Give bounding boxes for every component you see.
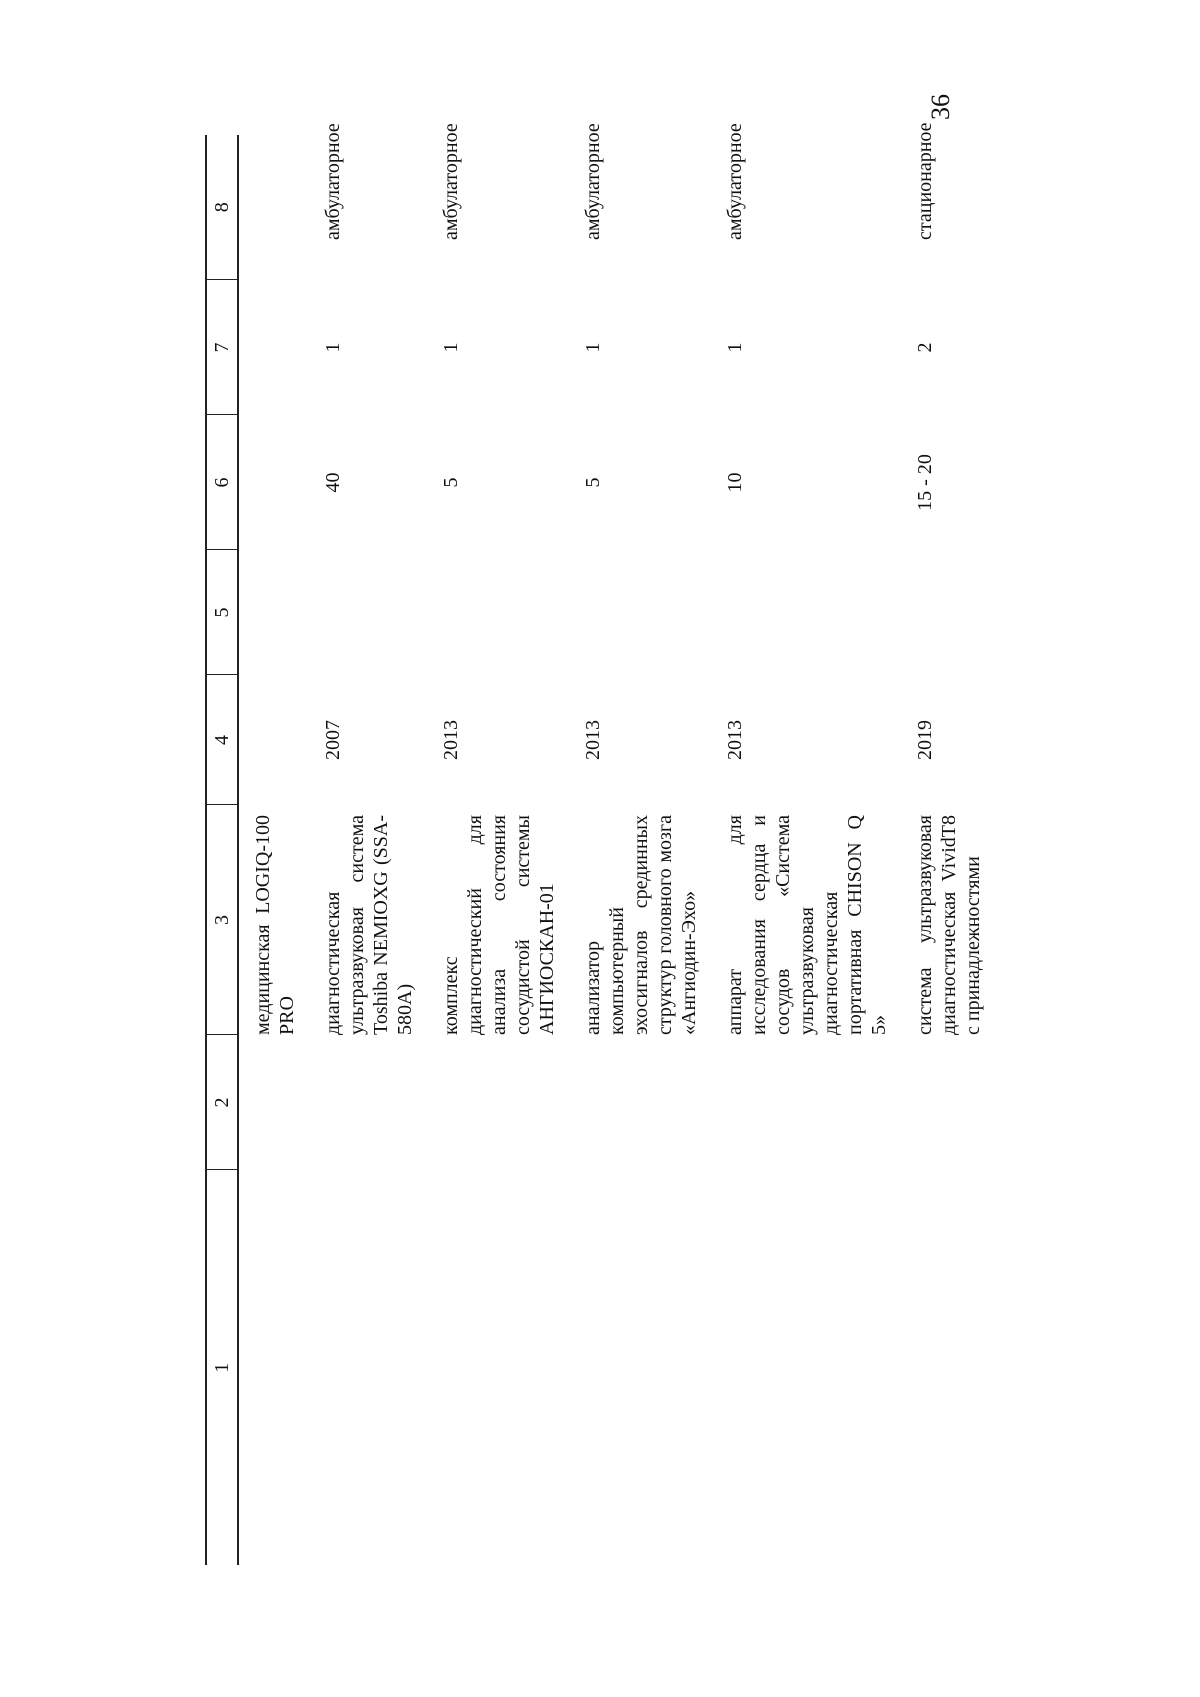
count-cell: 1 [440,342,462,353]
quantity-cell: 5 [582,477,604,488]
quantity-cell: 40 [322,472,344,493]
table-cell [238,1170,321,1565]
table-cell [439,550,581,675]
column-header: 6 [206,415,238,550]
year-cell: 2013 [440,720,462,760]
table-row [321,135,439,1565]
column-header: 4 [206,675,238,805]
table-cell [913,550,1007,675]
year-cell [238,675,321,805]
count-cell: 2 [914,342,936,353]
table-cell [321,1035,439,1170]
table-cell [321,1170,439,1565]
table-row [439,135,581,1565]
quantity-cell: 10 [724,472,746,493]
table-cell [238,1035,321,1170]
table-row [581,135,723,1565]
mode-cell: амбулаторное [724,123,746,240]
page-number: 36 [926,94,955,120]
table-cell [723,1035,913,1170]
mode-cell: стационарное [914,122,936,240]
year-cell: 2013 [582,720,604,760]
year-cell: 2019 [914,720,936,760]
column-header: 8 [206,135,238,280]
table-cell [439,1035,581,1170]
table-cell [439,1170,581,1565]
table-cell [581,550,723,675]
column-header: 2 [206,1035,238,1170]
table-cell [723,1170,913,1565]
table-cell [723,550,913,675]
table-cell [913,1170,1007,1565]
equipment-name-cell: медицинская LOGIQ-100 PRO [252,815,298,1035]
column-header: 3 [206,805,238,1035]
count-cell: 1 [582,342,604,353]
mode-cell [238,135,321,280]
table-cell [913,1035,1007,1170]
equipment-table [205,122,1007,1565]
quantity-cell: 5 [440,477,462,488]
count-cell: 1 [724,342,746,353]
equipment-name-cell: диагностическая ультразвуковая система Toshiba NEMIOXG (SSA-580A) [322,815,416,1035]
table-cell [581,1035,723,1170]
table-cell [321,550,439,675]
count-cell: 1 [322,342,344,353]
column-header: 1 [206,1170,238,1565]
mode-cell: амбулаторное [322,123,344,240]
equipment-name-cell: система ультразвуковая диагностическая VividT8 с принадлежностями [914,815,984,1035]
year-cell: 2013 [724,720,746,760]
equipment-name-cell: комплекс диагностический для анализа состояния сосудистой системы АНГИОСКАН-01 [440,815,558,1035]
table-cell [238,550,321,675]
quantity-cell [238,415,321,550]
column-header: 5 [206,550,238,675]
mode-cell: амбулаторное [440,123,462,240]
table-row [723,135,913,1565]
equipment-name-cell: аппарат для исследования сердца и сосудов «Система ультразвуковая диагностическая портативная CHISON Q 5» [724,815,890,1035]
table-row [238,135,321,1565]
mode-cell: амбулаторное [582,123,604,240]
table-row [913,135,1007,1565]
quantity-cell: 15 - 20 [914,454,936,511]
column-header: 7 [206,280,238,415]
equipment-name-cell: анализатор компьютерный эхосигналов срединных структур головного мозга «Ангиодин-Эхо» [582,815,700,1035]
table-cell [581,1170,723,1565]
year-cell: 2007 [322,720,344,760]
count-cell [238,280,321,415]
table-header-row [206,135,238,1565]
rotated-table-container [205,122,984,1565]
